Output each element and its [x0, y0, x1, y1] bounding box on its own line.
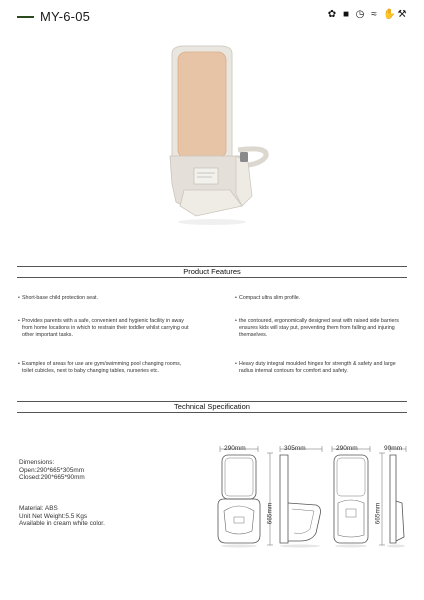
feature-text: Compact ultra slim profile.: [239, 295, 301, 301]
feature-right-2: • the contoured, ergonomically designed seat with raised side barriers ensures kids will stay put, preventing them from falling and injuring themselves.: [235, 318, 399, 339]
feature-text: Provides parents with a safe, convenient and hygienic facility in away from home locations in which to restrain their toddler whilst carrying out other important tasks.: [22, 318, 189, 339]
hand-wash-icon: ✋: [383, 9, 396, 20]
drawing-front-closed: [328, 443, 374, 549]
dim-side-open-depth: 305mm: [284, 445, 306, 452]
wifi-signal-icon: ≈: [371, 9, 377, 20]
feature-text: Examples of areas for use are gym/swimming pool changing rooms, toilet cubicles, next to baby changing tables, nurseries etc.: [22, 361, 182, 375]
unit-weight: Unit Net Weight:5.5 Kgs: [19, 512, 88, 520]
dim-front-closed-width: 290mm: [336, 445, 358, 452]
feature-right-3: • Heavy duty integral moulded hinges for strength & safety and large radius internal contours for comfort and safety.: [235, 361, 396, 375]
dim-front-open-width: 290mm: [224, 445, 246, 452]
dimensions-closed: Closed:290*665*90mm: [19, 474, 85, 482]
feature-left-3: • Examples of areas for use are gym/swimming pool changing rooms, toilet cubicles, next to baby changing tables, nurseries etc.: [18, 361, 182, 375]
feature-text: Short-base child protection seat.: [22, 295, 98, 301]
dimensions-block: [19, 459, 85, 482]
spec-details: [19, 505, 105, 528]
drawing-side-closed: [378, 443, 408, 549]
drawing-front-open: [212, 443, 266, 549]
model-title: MY-6-05: [40, 9, 91, 24]
feature-left-1: • Short-base child protection seat.: [18, 295, 98, 301]
timer-icon: ◷: [355, 9, 365, 20]
feature-icons: [327, 9, 407, 20]
feature-text: Heavy duty integral moulded hinges for strength & safety and large radius internal contours for comfort and safety.: [239, 361, 396, 375]
product-photo: [150, 44, 280, 229]
feature-text: the contoured, ergonomically designed seat with raised side barriers ensures kids will stay put, preventing them from falling and injuring themselves.: [239, 318, 399, 339]
product-features-title: Product Features: [183, 267, 241, 276]
eco-leaf-icon: ✿: [327, 9, 337, 20]
safety-lock-icon: ■: [342, 9, 350, 20]
dim-side-closed-depth: 90mm: [384, 445, 403, 452]
hammer-icon: ⚒: [397, 9, 407, 20]
dim-height-open: 665mm: [266, 502, 274, 525]
product-features-header: [17, 266, 407, 278]
feature-left-2: • Provides parents with a safe, convenient and hygienic facility in away from home locations in which to restrain their toddler whilst carrying out other important tasks.: [18, 318, 189, 339]
feature-right-1: • Compact ultra slim profile.: [235, 295, 301, 301]
available-color: Available in cream white color.: [19, 520, 105, 528]
dim-height-closed: 665mm: [374, 502, 382, 525]
technical-specification-title: Technical Specification: [174, 402, 250, 411]
drawing-side-open: [266, 443, 326, 549]
technical-specification-header: [17, 401, 407, 413]
dimensions-open: Open:290*665*305mm: [19, 466, 85, 474]
dimensions-label: Dimensions:: [19, 459, 55, 466]
header-accent-bar: [17, 16, 34, 18]
material: Material: ABS: [19, 505, 58, 512]
